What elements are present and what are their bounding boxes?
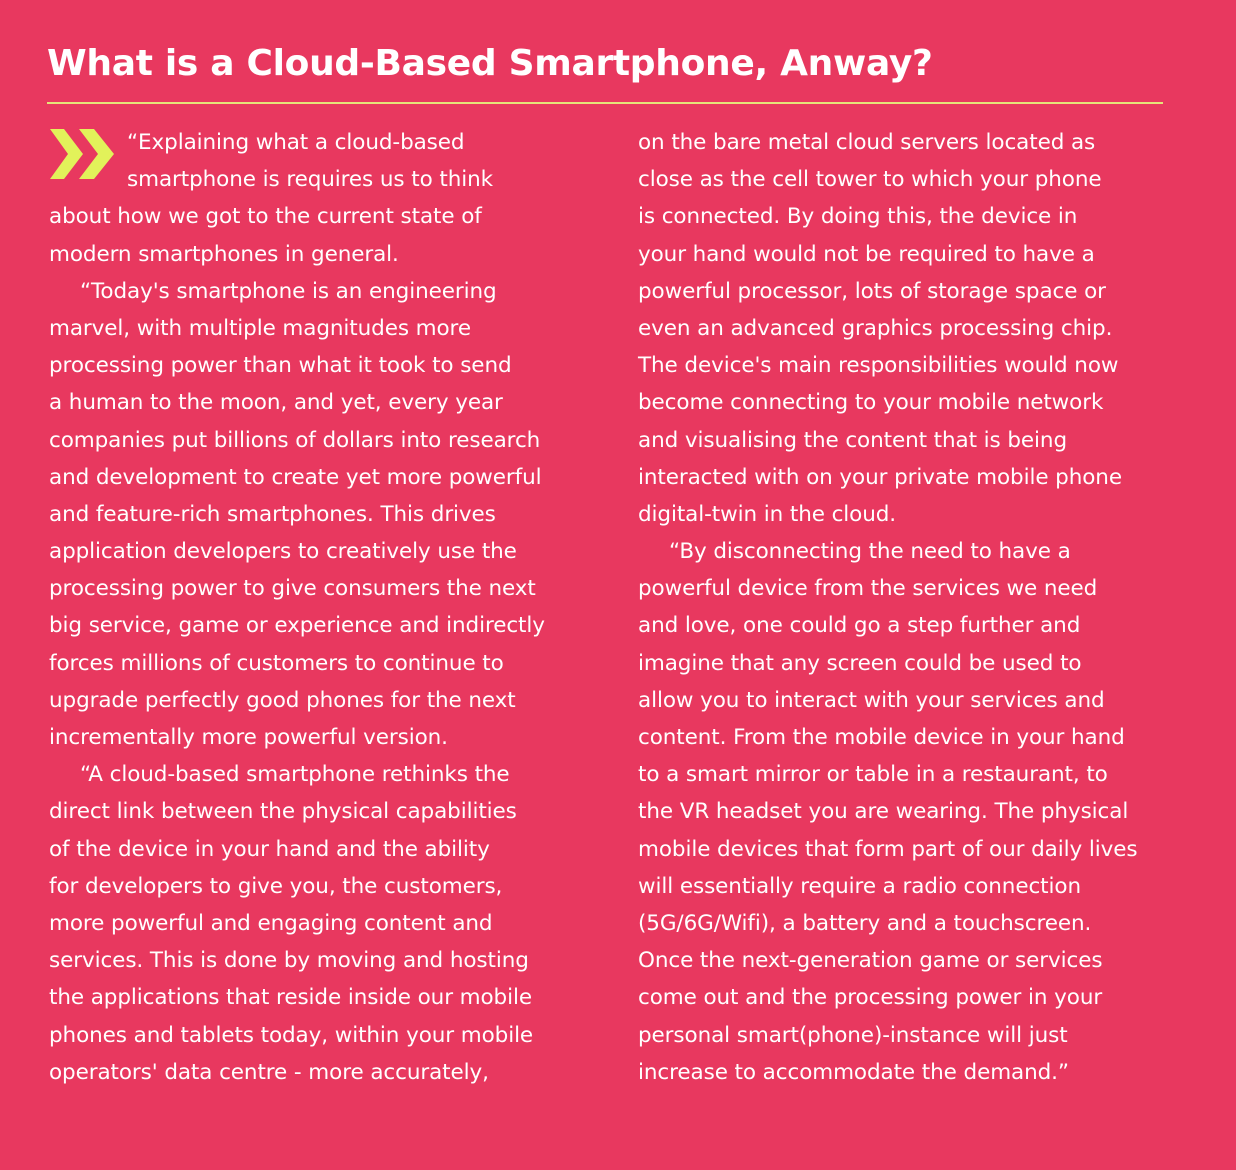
text-line: imagine that any screen could be used to [638,650,1082,676]
text-line: is connected. By doing this, the device in [638,204,1078,230]
title-divider [47,102,1163,104]
text-line: your hand would not be required to have a [638,241,1095,267]
text-line: more powerful and engaging content and [49,910,493,936]
text-line: Once the next-generation game or services [638,948,1103,974]
text-line: “Today's smartphone is an engineering [80,278,497,304]
text-line: and feature-rich smartphones. This drives [49,501,496,527]
text-line: modern smartphones in general. [49,241,399,267]
text-line: for developers to give you, the customers, [49,873,503,899]
text-line: powerful processor, lots of storage space or [638,278,1106,304]
text-line: allow you to interact with your services and [638,687,1105,713]
text-line: increase to accommodate the demand.” [638,1059,1069,1085]
text-line: personal smart(phone)-instance will just [638,1022,1068,1048]
text-line: direct link between the physical capabilities [49,799,517,825]
text-line: and visualising the content that is being [638,427,1068,453]
text-line: interacted with on your private mobile phone [638,464,1122,490]
text-line: “By disconnecting the need to have a [669,539,1071,565]
text-column-right [638,124,1198,1091]
text-line: to a smart mirror or table in a restaurant, to [638,762,1108,788]
text-line: the VR headset you are wearing. The physical [638,799,1129,825]
text-column-left [49,124,601,1091]
text-line: about how we got to the current state of [49,204,482,230]
text-line: “Explaining what a cloud-based [127,130,465,155]
text-line: incrementally more powerful version. [49,725,448,750]
text-line: even an advanced graphics processing chip. [638,315,1113,341]
text-line: forces millions of customers to continue to [49,650,504,676]
text-line: become connecting to your mobile network [638,390,1104,416]
text-line: processing power to give consumers the next [49,576,536,602]
text-line: and love, one could go a step further and [638,613,1081,639]
text-line: (5G/6G/Wifi), a battery and a touchscreen. [638,910,1092,936]
text-line: of the device in your hand and the ability [49,836,490,862]
text-line: and development to create yet more powerful [49,464,542,490]
text-line: phones and tablets today, within your mobile [49,1022,534,1048]
text-line: digital-twin in the cloud. [638,501,897,527]
text-line: will essentially require a radio connection [638,873,1081,899]
text-line: come out and the processing power in your [638,985,1103,1011]
text-line: smartphone is requires us to think [127,167,493,193]
text-line: The device's main responsibilities would now [638,353,1119,379]
text-line: a human to the moon, and yet, every year [49,390,503,416]
text-line: upgrade perfectly good phones for the next [49,687,516,713]
text-line: processing power than what it took to send [49,353,512,379]
text-line: marvel, with multiple magnitudes more [49,315,471,341]
text-line: on the bare metal cloud servers located as [638,130,1096,155]
text-line: operators' data centre - more accurately, [49,1059,489,1085]
text-line: “A cloud-based smartphone rethinks the [80,762,510,788]
text-line: big service, game or experience and indirectly [49,613,545,639]
article-title: What is a Cloud-Based Smartphone, Anway? [47,43,933,84]
text-line: close as the cell tower to which your phone [638,167,1102,193]
text-line: application developers to creatively use the [49,539,517,565]
text-line: the applications that reside inside our mobile [49,985,532,1011]
text-line: powerful device from the services we need [638,576,1098,602]
text-line: mobile devices that form part of our daily lives [638,836,1138,862]
text-line: services. This is done by moving and hosting [49,948,529,974]
text-line: companies put billions of dollars into research [49,427,541,453]
text-line: content. From the mobile device in your hand [638,725,1125,750]
